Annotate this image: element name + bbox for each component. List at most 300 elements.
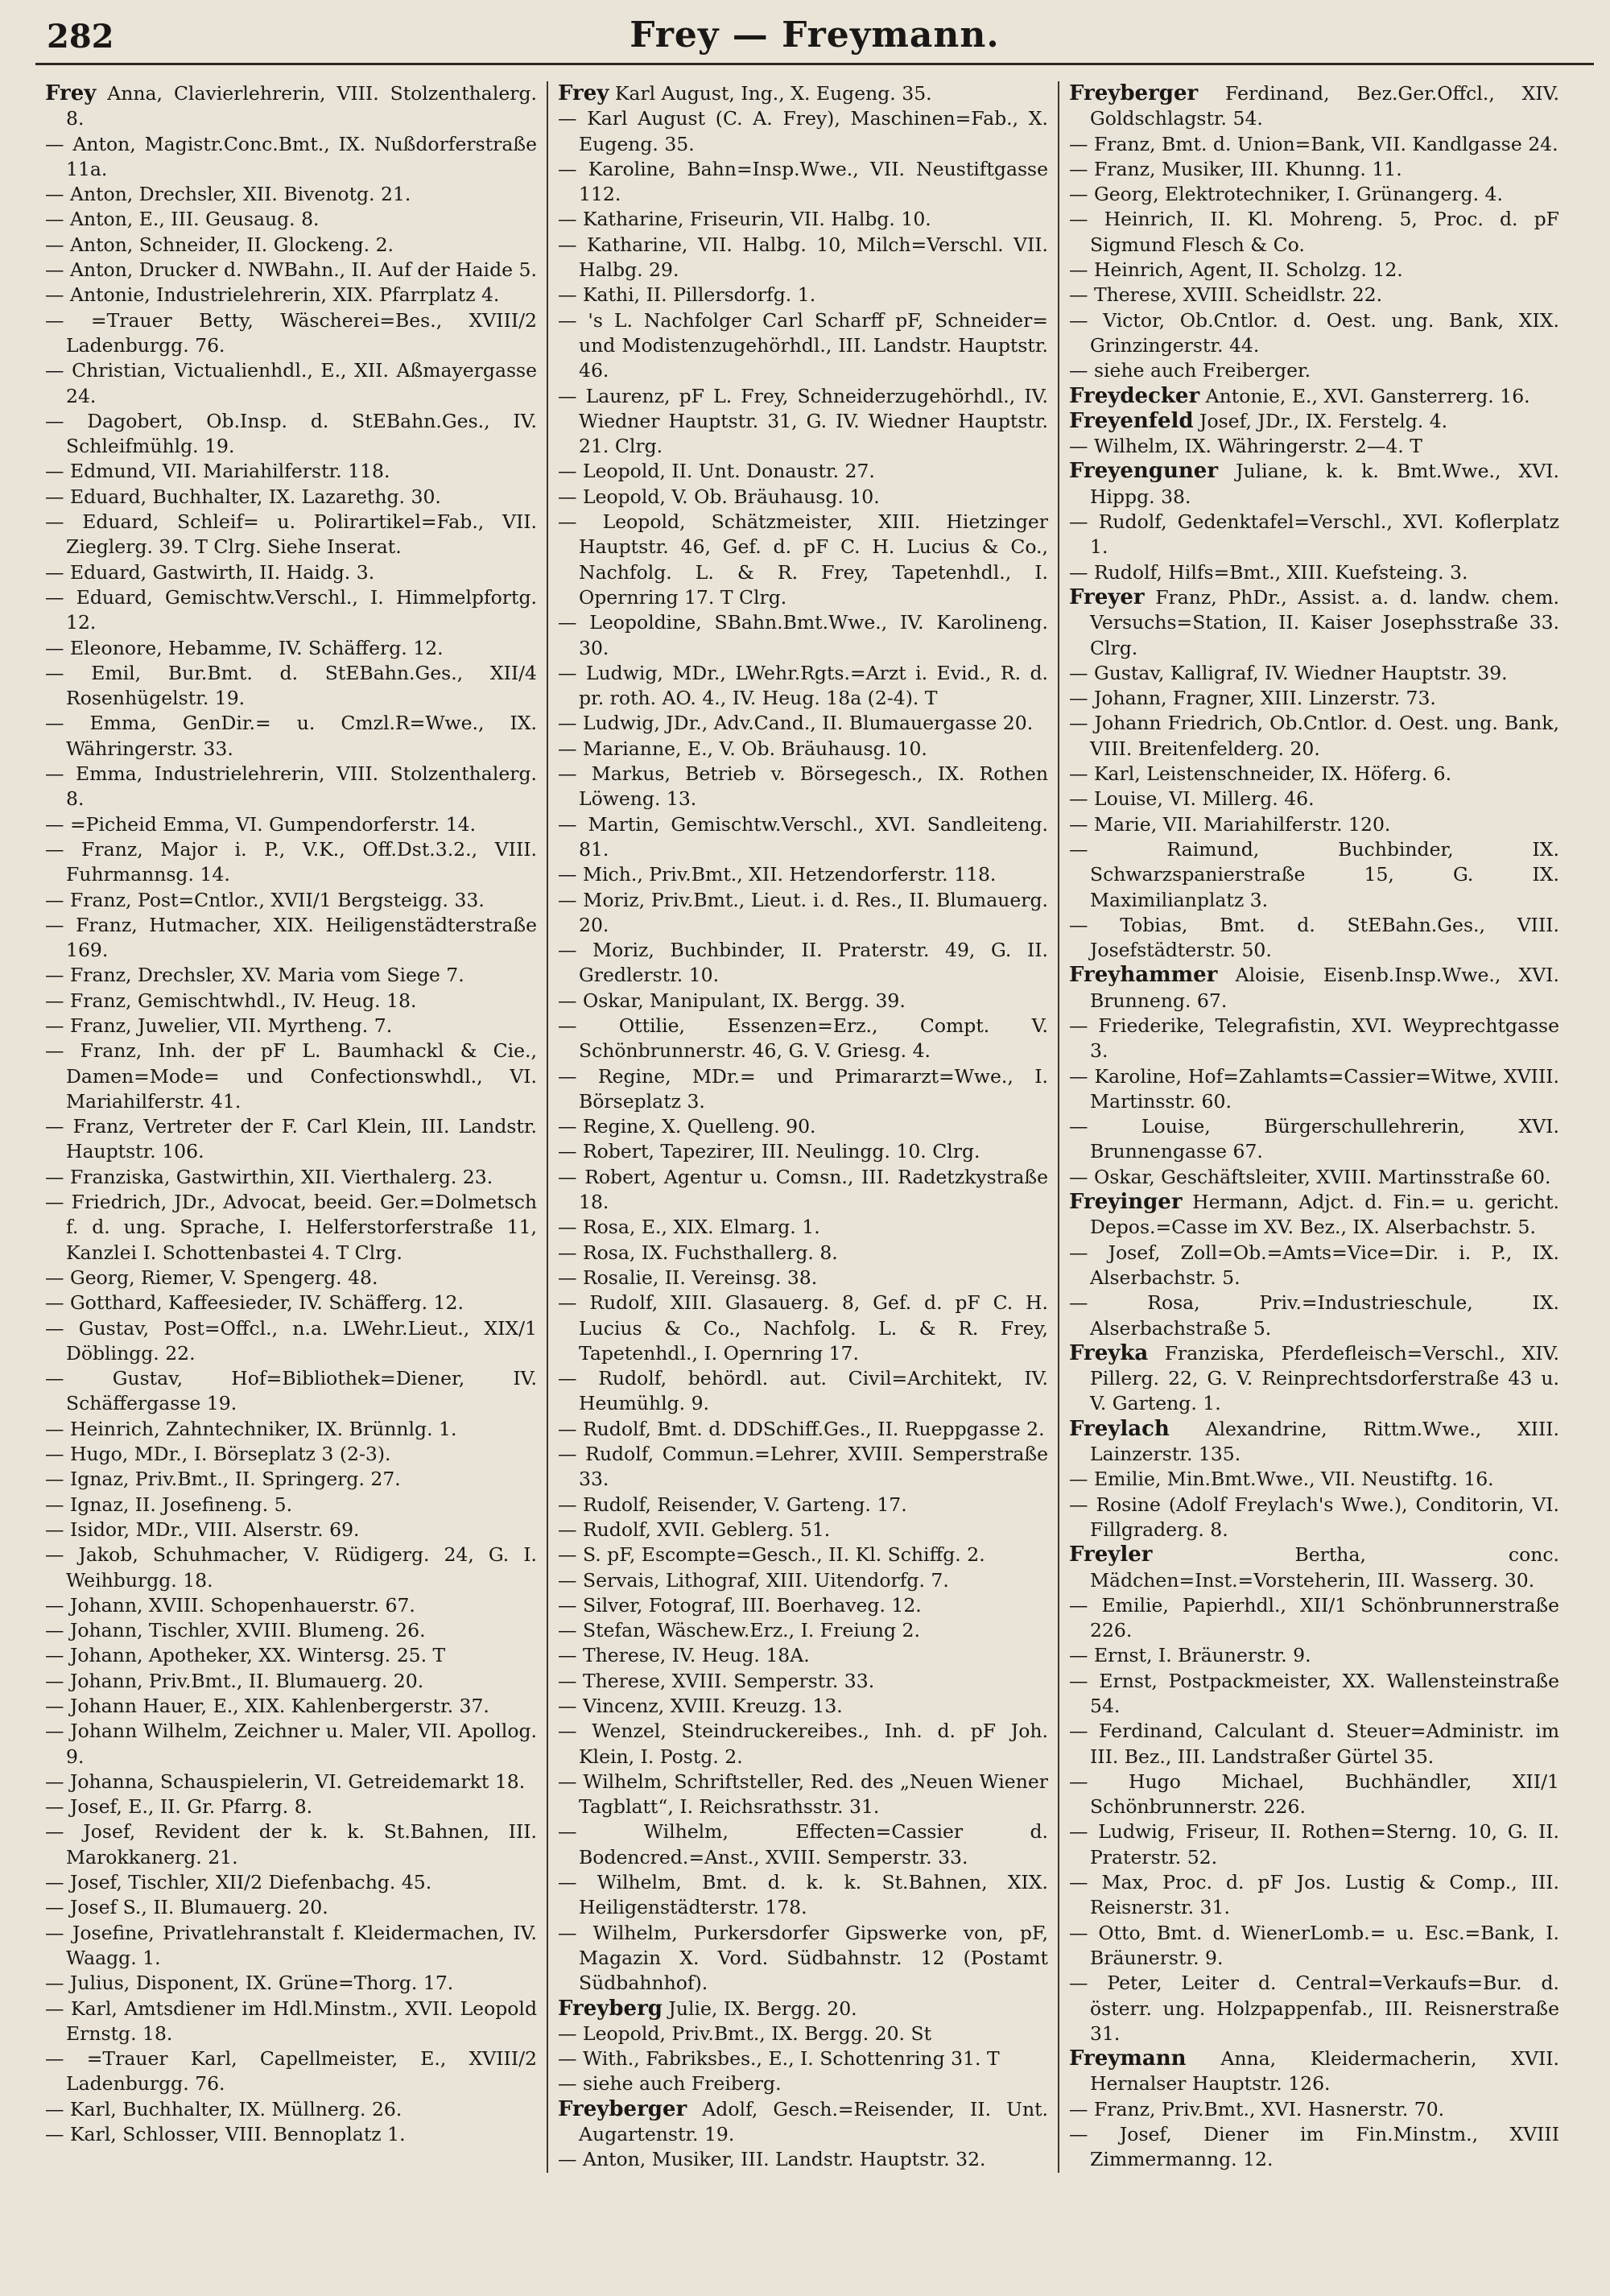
directory-entry [45, 636, 537, 661]
directory-entry [1069, 711, 1559, 762]
directory-entry [45, 585, 537, 636]
directory-entry [1069, 1971, 1559, 2046]
directory-entry [45, 207, 537, 232]
entry-text: Anna, Clavierlehrerin, VIII. Stolzenthalerg. 8. [66, 82, 537, 130]
directory-entry [45, 1669, 537, 1694]
directory-entry [1069, 207, 1559, 258]
entry-text: — Gotthard, Kaffeesieder, IV. Schäfferg. 12. [45, 1291, 464, 1315]
directory-entry [45, 837, 537, 888]
entry-text: — Laurenz, pF L. Frey, Schneiderzugehörhdl., IV. Wiedner Hauptstr. 31, G. IV. Wiedner Hauptstr. 21. Clrg. [558, 384, 1048, 458]
entry-text: — Victor, Ob.Cntlor. d. Oest. ung. Bank, XIX. Grinzingerstr. 44. [1069, 308, 1559, 357]
entry-text: — siehe auch Freiberger. [1069, 359, 1311, 382]
entry-text: — Vincenz, XVIII. Kreuzg. 13. [558, 1695, 843, 1717]
directory-entry [45, 2097, 537, 2122]
directory-entry [558, 1568, 1048, 1593]
directory-entry [558, 1870, 1048, 1921]
entry-text: — Therese, IV. Heug. 18A. [558, 1644, 810, 1667]
entry-text: — Jakob, Schuhmacher, V. Rüdigerg. 24, G. I. Weihburgg. 18. [45, 1543, 537, 1592]
directory-entry [45, 308, 537, 359]
directory-entry [1069, 132, 1559, 157]
directory-entry [558, 1064, 1048, 1115]
directory-entry [45, 888, 537, 913]
directory-entry [558, 1518, 1048, 1542]
entry-text: — Isidor, MDr., VIII. Alserstr. 69. [45, 1518, 360, 1541]
directory-entry [1069, 963, 1559, 1014]
directory-entry [558, 610, 1048, 661]
directory-entry [558, 283, 1048, 308]
directory-entry [558, 384, 1048, 460]
entry-text: — Josef, Tischler, XII/2 Diefenbachg. 45. [45, 1871, 432, 1894]
directory-entry [45, 182, 537, 207]
directory-entry [45, 510, 537, 560]
entry-text: — Franz, Inh. der pF L. Baumhackl & Cie., Damen=Mode= und Confectionswhdl., VI. Mariahilferstr. 41. [45, 1039, 537, 1113]
directory-entry [1069, 510, 1559, 560]
column-middle [547, 81, 1058, 2173]
entry-text: — Rosa, Priv.=Industrieschule, IX. Alserbachstraße 5. [1069, 1291, 1559, 1340]
directory-entry [1069, 661, 1559, 686]
directory-entry [45, 2046, 537, 2097]
directory-entry [45, 1719, 537, 1769]
directory-entry [558, 207, 1048, 232]
column-left [35, 81, 547, 2173]
entry-text: — Ferdinand, Calculant d. Steuer=Administr. im III. Bez., III. Landstraßer Gürtel 35. [1069, 1720, 1559, 1768]
entry-text: — Christian, Victualienhdl., E., XII. Aßmayergasse 24. [45, 359, 537, 407]
entry-text: — 's L. Nachfolger Carl Scharff pF, Schneider= und Modistenzugehörhdl., III. Landstr. Hauptstr. 46. [558, 308, 1048, 382]
directory-entry [558, 888, 1048, 939]
entry-text: — Therese, XVIII. Scheidlstr. 22. [1069, 283, 1383, 307]
directory-entry [1069, 812, 1559, 837]
entry-text: — S. pF, Escompte=Gesch., II. Kl. Schiffg. 2. [558, 1543, 985, 1567]
directory-entry [1069, 1417, 1559, 1468]
directory-entry [1069, 1719, 1559, 1769]
directory-entry [1069, 686, 1559, 711]
directory-entry [558, 1542, 1048, 1567]
directory-entry [45, 1694, 537, 1719]
directory-entry [558, 711, 1048, 736]
directory-entry [1069, 1819, 1559, 1870]
directory-entry [1069, 1593, 1559, 1644]
directory-entry [558, 2147, 1048, 2172]
directory-entry [45, 1895, 537, 1920]
entry-text: Antonie, E., XVI. Gansterrerg. 16. [1199, 384, 1530, 407]
entry-text: — Rosa, E., XIX. Elmarg. 1. [558, 1216, 820, 1239]
entry-surname: Freyberger [1069, 81, 1199, 105]
directory-entry [45, 1290, 537, 1315]
directory-entry [45, 1366, 537, 1417]
directory-entry [45, 358, 537, 409]
entry-text: — Kathi, II. Pillersdorfg. 1. [558, 283, 816, 307]
directory-entry [558, 812, 1048, 863]
entry-text: — Wilhelm, Purkersdorfer Gipswerke von, pF, Magazin X. Vord. Südbahnstr. 12 (Postamt Südbahnhof). [558, 1921, 1048, 1995]
entry-text: — Stefan, Wäschew.Erz., I. Freiung 2. [558, 1619, 920, 1642]
entry-text: — Franziska, Gastwirthin, XII. Vierthalerg. 23. [45, 1165, 493, 1188]
directory-entry [1069, 560, 1559, 585]
entry-text: — Martin, Gemischtw.Verschl., XVI. Sandleiteng. 81. [558, 812, 1048, 861]
entry-text: — Emilie, Papierhdl., XII/1 Schönbrunnerstraße 226. [1069, 1593, 1559, 1642]
directory-entry [558, 1165, 1048, 1216]
directory-entry [45, 1467, 537, 1492]
entry-text: — Anton, E., III. Geusaug. 8. [45, 208, 320, 231]
entry-text: Karl August, Ing., X. Eugeng. 35. [609, 82, 932, 105]
directory-entry [45, 1114, 537, 1165]
directory-entry [1069, 1643, 1559, 1668]
entry-text: — Tobias, Bmt. d. StEBahn.Ges., VIII. Josefstädterstr. 50. [1069, 913, 1559, 962]
directory-entry [1069, 459, 1559, 510]
page-number: 282 [47, 18, 114, 56]
entry-text: — Gustav, Hof=Bibliothek=Diener, IV. Schäffergasse 19. [45, 1367, 537, 1415]
directory-entry [558, 661, 1048, 712]
directory-entry [45, 1493, 537, 1518]
directory-entry [1069, 2122, 1559, 2173]
entry-text: — Dagobert, Ob.Insp. d. StEBahn.Ges., IV. Schleifmühlg. 19. [45, 409, 537, 458]
entry-text: — Leopold, II. Unt. Donaustr. 27. [558, 460, 875, 483]
entry-text: — Ernst, I. Bräunerstr. 9. [1069, 1644, 1311, 1667]
entry-text: — Karl, Leistenschneider, IX. Höferg. 6. [1069, 762, 1452, 786]
column-right [1058, 81, 1569, 2173]
entry-text: — Servais, Lithograf, XIII. Uitendorfg. 7. [558, 1568, 949, 1592]
directory-entry [45, 711, 537, 762]
entry-surname: Freyenguner [1069, 459, 1219, 484]
entry-text: — With., Fabriksbes., E., I. Schottenring 31. T [558, 2047, 1000, 2071]
directory-entry [1069, 358, 1559, 383]
entry-text: — Johann Hauer, E., XIX. Kahlenbergerstr. 37. [45, 1695, 489, 1717]
entry-text: — Johann Wilhelm, Zeichner u. Maler, VII. Apollog. 9. [45, 1720, 537, 1768]
entry-text: — Rosa, IX. Fuchsthallerg. 8. [558, 1241, 838, 1264]
directory-entry [45, 1039, 537, 1114]
directory-entry [558, 157, 1048, 208]
directory-entry [558, 1417, 1048, 1442]
directory-entry [558, 1669, 1048, 1694]
entry-text: — Ignaz, Priv.Bmt., II. Springerg. 27. [45, 1468, 401, 1491]
entry-surname: Freyler [1069, 1542, 1153, 1567]
directory-entry [1069, 258, 1559, 283]
entry-text: — Robert, Tapezirer, III. Neulingg. 10. Clrg. [558, 1140, 980, 1163]
entry-text: — Regine, X. Quelleng. 90. [558, 1115, 816, 1138]
entry-text: — siehe auch Freiberg. [558, 2072, 782, 2096]
entry-surname: Freyberger [558, 2096, 687, 2121]
entry-text: — Rudolf, Reisender, V. Garteng. 17. [558, 1493, 907, 1516]
entry-surname: Freyer [1069, 584, 1145, 609]
directory-entry [45, 258, 537, 283]
entry-text: — Karoline, Bahn=Insp.Wwe., VII. Neustiftgasse 112. [558, 157, 1048, 206]
entry-text: — Rudolf, XIII. Glasauerg. 8, Gef. d. pF C. H. Lucius & Co., Nachfolg. L. & R. Frey, Tapetenhdl., I. Opernring 17. [558, 1291, 1048, 1365]
entry-text: — Emil, Bur.Bmt. d. StEBahn.Ges., XII/4 Rosenhügelstr. 19. [45, 661, 537, 710]
entry-text: — Wenzel, Steindruckereibes., Inh. d. pF Joh. Klein, I. Postg. 2. [558, 1720, 1048, 1768]
directory-entry [45, 283, 537, 308]
directory-entry [558, 1921, 1048, 1997]
directory-entry [1069, 1467, 1559, 1492]
entry-text: — Ernst, Postpackmeister, XX. Wallensteinstraße 54. [1069, 1669, 1559, 1717]
entry-text: — Marie, VII. Mariahilferstr. 120. [1069, 812, 1391, 836]
entry-text: — Karoline, Hof=Zahlamts=Cassier=Witwe, XVIII. Martinsstr. 60. [1069, 1064, 1559, 1113]
entry-text: — Johann, XVIII. Schopenhauerstr. 67. [45, 1593, 415, 1617]
directory-entry [45, 1014, 537, 1039]
entry-surname: Freyhammer [1069, 963, 1218, 988]
directory-entry [45, 963, 537, 988]
directory-entry [558, 1618, 1048, 1643]
entry-text: — Karl, Amtsdiener im Hdl.Minstm., XVII. Leopold Ernstg. 18. [45, 1997, 537, 2045]
directory-entry [45, 81, 537, 132]
directory-entry [558, 2071, 1048, 2096]
directory-entry [45, 459, 537, 484]
directory-entry [1069, 2097, 1559, 2122]
directory-entry [45, 812, 537, 837]
directory-entry [45, 1997, 537, 2047]
directory-entry [1069, 1114, 1559, 1165]
directory-entry [45, 1266, 537, 1290]
entry-text: — Marianne, E., V. Ob. Bräuhausg. 10. [558, 737, 927, 760]
directory-entry [1069, 1870, 1559, 1921]
directory-entry [558, 1593, 1048, 1618]
directory-entry [45, 1593, 537, 1618]
entry-text: — Louise, Bürgerschullehrerin, XVI. Brunnengasse 67. [1069, 1115, 1559, 1163]
directory-entry [1069, 913, 1559, 964]
entry-text: — Emma, GenDir.= u. Cmzl.R=Wwe., IX. Währingerstr. 33. [45, 712, 537, 760]
entry-text: Franziska, Pferdefleisch=Verschl., XIV. Pillerg. 22, G. V. Reinprechtsdorferstraße 43 u. V. Garteng. 1. [1090, 1341, 1559, 1415]
entry-text: — Friederike, Telegrafistin, XVI. Weyprechtgasse 3. [1069, 1014, 1559, 1063]
directory-entry [558, 1819, 1048, 1870]
entry-text: Anna, Kleidermacherin, XVII. Hernalser Hauptstr. 126. [1090, 2047, 1559, 2096]
directory-entry [558, 106, 1048, 157]
entry-text: — Johann, Priv.Bmt., II. Blumauerg. 20. [45, 1669, 424, 1692]
entry-text: — Emilie, Min.Bmt.Wwe., VII. Neustiftg. 16. [1069, 1468, 1494, 1491]
entry-text: Julie, IX. Bergg. 20. [662, 1997, 857, 2020]
directory-entry [1069, 1769, 1559, 1820]
directory-entry [45, 2122, 537, 2147]
entry-text: — Rudolf, Bmt. d. DDSchiff.Ges., II. Rueppgasse 2. [558, 1417, 1045, 1440]
directory-entry [1069, 2046, 1559, 2097]
entry-text: — Anton, Musiker, III. Landstr. Hauptstr. 32. [558, 2148, 986, 2171]
entry-text: — Franz, Post=Cntlor., XVII/1 Bergsteigg. 33. [45, 888, 485, 911]
directory-entry [45, 1618, 537, 1643]
entry-text: — Anton, Drechsler, XII. Bivenotg. 21. [45, 183, 411, 206]
directory-entry [558, 1290, 1048, 1366]
directory-entry [45, 1518, 537, 1542]
entry-text: Josef, JDr., IX. Ferstelg. 4. [1193, 409, 1448, 432]
entry-text: — Friedrich, JDr., Advocat, beeid. Ger.=Dolmetsch f. d. ung. Sprache, I. Helferstorferstraße 11, Kanzlei I. Schottenbastei 4. T Clrg. [45, 1191, 537, 1264]
entry-text: — Moriz, Priv.Bmt., Lieut. i. d. Res., II. Blumauerg. 20. [558, 888, 1048, 936]
directory-entry [45, 485, 537, 510]
entry-text: — Josef, E., II. Gr. Pfarrg. 8. [45, 1795, 313, 1819]
entry-text: — Katharine, Friseurin, VII. Halbg. 10. [558, 208, 931, 231]
entry-surname: Frey [45, 81, 97, 105]
entry-text: — Eduard, Schleif= u. Polirartikel=Fab., VII. Zieglerg. 39. T Clrg. Siehe Inserat. [45, 510, 537, 559]
entry-text: — Robert, Agentur u. Comsn., III. Radetzkystraße 18. [558, 1165, 1048, 1214]
entry-text: — Wilhelm, IX. Währingerstr. 2—4. T [1069, 435, 1422, 458]
entry-text: Ferdinand, Bez.Ger.Offcl., XIV. Goldschlagstr. 54. [1090, 82, 1559, 130]
entry-text: — Josefine, Privatlehranstalt f. Kleidermachen, IV. Waagg. 1. [45, 1921, 537, 1969]
directory-entry [558, 81, 1048, 106]
directory-entry [558, 2021, 1048, 2046]
entry-text: — Rudolf, Commun.=Lehrer, XVIII. Semperstraße 33. [558, 1443, 1048, 1491]
page-header [35, 14, 1594, 65]
entry-text: — Raimund, Buchbinder, IX. Schwarzspanierstraße 15, G. IX. Maximilianplatz 3. [1069, 837, 1559, 911]
directory-entry [1069, 409, 1559, 434]
directory-entry [558, 1014, 1048, 1064]
entry-text: — Ignaz, II. Josefineng. 5. [45, 1493, 293, 1516]
directory-entry [45, 762, 537, 812]
entry-text: — Ludwig, JDr., Adv.Cand., II. Blumauergasse 20. [558, 712, 1034, 735]
entry-text: — Wilhelm, Schriftsteller, Red. des „Neuen Wiener Tagblatt“, I. Reichsrathsstr. 31. [558, 1769, 1048, 1819]
entry-text: — Gustav, Post=Offcl., n.a. LWehr.Lieut., XIX/1 Döblingg. 22. [45, 1316, 537, 1365]
directory-entry [558, 1215, 1048, 1240]
entry-text: — Karl, Buchhalter, IX. Müllnerg. 26. [45, 2097, 402, 2120]
entry-text: — Anton, Magistr.Conc.Bmt., IX. Nußdorferstraße 11a. [45, 132, 537, 180]
directory-entry [45, 1921, 537, 1972]
entry-surname: Freyenfeld [1069, 408, 1194, 433]
entry-text: — Franz, Gemischtwhdl., IV. Heug. 18. [45, 989, 417, 1012]
entry-text: Franz, PhDr., Assist. a. d. landw. chem. Versuchs=Station, II. Kaiser Josephsstraße 33. Clrg. [1090, 585, 1559, 659]
directory-entry [1069, 157, 1559, 182]
directory-entry [1069, 762, 1559, 787]
entry-text: — Eduard, Buchhalter, IX. Lazarethg. 30. [45, 485, 441, 508]
entry-text: — Josef, Diener im Fin.Minstm., XVIII Zimmermanng. 12. [1069, 2123, 1559, 2171]
directory-entry [1069, 1064, 1559, 1115]
entry-text: — Johanna, Schauspielerin, VI. Getreidemarkt 18. [45, 1769, 526, 1793]
entry-text: — Franz, Major i. P., V.K., Off.Dst.3.2., VIII. Fuhrmannsg. 14. [45, 837, 537, 886]
entry-text: — Karl August (C. A. Frey), Maschinen=Fab., X. Eugeng. 35. [558, 107, 1048, 155]
directory-entry [1069, 434, 1559, 459]
directory-entry [45, 1190, 537, 1266]
directory-entry [558, 737, 1048, 762]
directory-entry [1069, 837, 1559, 913]
directory-entry [558, 2046, 1048, 2071]
entry-text: — Anton, Drucker d. NWBahn., II. Auf der Haide 5. [45, 258, 537, 282]
entry-text: — Mich., Priv.Bmt., XII. Hetzendorferstr. 118. [558, 863, 997, 886]
entry-text: — Johann, Fragner, XIII. Linzerstr. 73. [1069, 687, 1436, 710]
directory-entry [45, 661, 537, 712]
directory-columns [35, 81, 1594, 2173]
entry-text: — Louise, VI. Millerg. 46. [1069, 787, 1315, 811]
directory-entry [45, 1417, 537, 1442]
entry-text: — Ottilie, Essenzen=Erz., Compt. V. Schönbrunnerstr. 46, G. V. Griesg. 4. [558, 1014, 1048, 1063]
directory-entry [1069, 1341, 1559, 1417]
entry-text: — Leopold, V. Ob. Bräuhausg. 10. [558, 485, 880, 508]
entry-text: — Rudolf, Gedenktafel=Verschl., XVI. Koflerplatz 1. [1069, 510, 1559, 559]
entry-text: — =Trauer Karl, Capellmeister, E., XVIII/2 Ladenburgg. 76. [45, 2047, 537, 2096]
entry-text: — Regine, MDr.= und Primararzt=Wwe., I. Börseplatz 3. [558, 1064, 1048, 1113]
entry-text: — =Picheid Emma, VI. Gumpendorferstr. 14. [45, 812, 477, 836]
entry-text: — Ludwig, MDr., LWehr.Rgts.=Arzt i. Evid., R. d. pr. roth. AO. 4., IV. Heug. 18a (2-4). T [558, 661, 1048, 710]
entry-text: — Max, Proc. d. pF Jos. Lustig & Comp., III. Reisnerstr. 31. [1069, 1871, 1559, 1919]
directory-entry [558, 762, 1048, 812]
entry-text: — =Trauer Betty, Wäscherei=Bes., XVIII/2 Ladenburgg. 76. [45, 308, 537, 357]
entry-text: — Johann, Tischler, XVIII. Blumeng. 26. [45, 1619, 426, 1642]
directory-entry [558, 989, 1048, 1014]
directory-entry [558, 862, 1048, 887]
directory-entry [1069, 787, 1559, 811]
entry-text: — Rudolf, Hilfs=Bmt., XIII. Kuefsteing. 3. [1069, 560, 1468, 584]
entry-text: — Heinrich, II. Kl. Mohreng. 5, Proc. d. pF Sigmund Flesch & Co. [1069, 208, 1559, 256]
directory-entry [558, 1694, 1048, 1719]
entry-text: Hermann, Adjct. d. Fin.= u. gericht. Depos.=Casse im XV. Bez., IX. Alserbachstr. 5. [1090, 1191, 1559, 1239]
entry-text: — Moriz, Buchbinder, II. Praterstr. 49, G. II. Gredlerstr. 10. [558, 939, 1048, 987]
directory-entry [45, 1971, 537, 1996]
entry-text: — Johann Friedrich, Ob.Cntlor. d. Oest. ung. Bank, VIII. Breitenfelderg. 20. [1069, 712, 1559, 760]
entry-text: — Anton, Schneider, II. Glockeng. 2. [45, 233, 394, 256]
entry-text: — Oskar, Manipulant, IX. Bergg. 39. [558, 989, 906, 1012]
entry-text: — Hugo, MDr., I. Börseplatz 3 (2-3). [45, 1443, 391, 1466]
directory-entry [1069, 384, 1559, 409]
entry-text: — Johann, Apotheker, XX. Wintersg. 25. T [45, 1644, 446, 1667]
directory-entry [1069, 182, 1559, 207]
entry-text: — Katharine, VII. Halbg. 10, Milch=Verschl. VII. Halbg. 29. [558, 233, 1048, 282]
directory-entry [558, 1241, 1048, 1266]
entry-text: — Franz, Musiker, III. Khunng. 11. [1069, 157, 1402, 180]
directory-entry [1069, 1290, 1559, 1341]
directory-entry [1069, 1241, 1559, 1291]
directory-entry [45, 132, 537, 183]
entry-text: — Heinrich, Zahntechniker, IX. Brünnlg. 1. [45, 1417, 457, 1440]
entry-text: — Leopoldine, SBahn.Bmt.Wwe., IV. Karolineng. 30. [558, 611, 1048, 659]
directory-entry [558, 938, 1048, 989]
directory-entry [558, 1493, 1048, 1518]
entry-text: Aloisie, Eisenb.Insp.Wwe., XVI. Brunneng. 67. [1090, 964, 1559, 1012]
directory-entry [45, 1870, 537, 1895]
directory-entry [45, 409, 537, 460]
entry-text: — Georg, Riemer, V. Spengerg. 48. [45, 1266, 378, 1289]
directory-entry [45, 1442, 537, 1467]
entry-text: — Rudolf, behördl. aut. Civil=Architekt, IV. Heumühlg. 9. [558, 1367, 1048, 1415]
entry-text: — Franz, Priv.Bmt., XVI. Hasnerstr. 70. [1069, 2097, 1445, 2120]
directory-entry [558, 1643, 1048, 1668]
entry-text: Alexandrine, Rittm.Wwe., XIII. Lainzerstr. 135. [1090, 1417, 1559, 1466]
entry-text: — Emma, Industrielehrerin, VIII. Stolzenthalerg. 8. [45, 762, 537, 811]
directory-entry [45, 1819, 537, 1870]
entry-text: — Markus, Betrieb v. Börsegesch., IX. Rothen Löweng. 13. [558, 762, 1048, 811]
directory-entry [45, 1542, 537, 1593]
entry-text: — Ludwig, Friseur, II. Rothen=Sterng. 10, G. II. Praterstr. 52. [1069, 1820, 1559, 1869]
entry-text: — Silver, Fotograf, III. Boerhaveg. 12. [558, 1593, 922, 1617]
entry-surname: Freyberg [558, 1996, 663, 2021]
directory-entry [558, 1366, 1048, 1417]
directory-entry [1069, 283, 1559, 308]
entry-text: — Josef, Revident der k. k. St.Bahnen, III. Marokkanerg. 21. [45, 1820, 537, 1869]
entry-text: — Otto, Bmt. d. WienerLomb.= u. Esc.=Bank, I. Bräunerstr. 9. [1069, 1921, 1559, 1969]
entry-text: — Josef, Zoll=Ob.=Amts=Vice=Dir. i. P., IX. Alserbachstr. 5. [1069, 1241, 1559, 1289]
entry-text: — Franz, Hutmacher, XIX. Heiligenstädterstraße 169. [45, 913, 537, 962]
entry-text: — Eduard, Gemischtw.Verschl., I. Himmelpfortg. 12. [45, 585, 537, 634]
entry-text: — Heinrich, Agent, II. Scholzg. 12. [1069, 258, 1403, 282]
directory-entry [1069, 1165, 1559, 1190]
directory-entry [558, 2097, 1048, 2148]
directory-entry [1069, 1921, 1559, 1972]
entry-text: — Eleonore, Hebamme, IV. Schäfferg. 12. [45, 636, 444, 659]
directory-entry [1069, 1542, 1559, 1593]
directory-entry [45, 560, 537, 585]
directory-entry [558, 1442, 1048, 1493]
entry-text: — Franz, Drechsler, XV. Maria vom Siege 7. [45, 964, 464, 987]
entry-text: — Julius, Disponent, IX. Grüne=Thorg. 17. [45, 1972, 454, 1995]
entry-text: Adolf, Gesch.=Reisender, II. Unt. Augartenstr. 19. [579, 2097, 1048, 2146]
entry-text: — Karl, Schlosser, VIII. Bennoplatz 1. [45, 2123, 406, 2146]
entry-text: — Hugo Michael, Buchhändler, XII/1 Schönbrunnerstr. 226. [1069, 1769, 1559, 1819]
directory-entry [1069, 1493, 1559, 1543]
directory-entry [45, 1316, 537, 1367]
entry-text: — Peter, Leiter d. Central=Verkaufs=Bur. d. österr. ung. Holzpappenfab., III. Reisnerstraße 31. [1069, 1972, 1559, 2045]
entry-text: — Franz, Juwelier, VII. Myrtheng. 7. [45, 1014, 393, 1037]
directory-entry [1069, 1190, 1559, 1241]
entry-surname: Freydecker [1069, 383, 1200, 408]
directory-entry [558, 485, 1048, 510]
directory-entry [558, 1139, 1048, 1164]
directory-entry [558, 233, 1048, 283]
entry-text: — Rosine (Adolf Freylach's Wwe.), Conditorin, VI. Fillgraderg. 8. [1069, 1493, 1559, 1541]
directory-entry [1069, 1014, 1559, 1064]
entry-text: — Leopold, Priv.Bmt., IX. Bergg. 20. St [558, 2021, 932, 2045]
entry-text: Juliane, k. k. Bmt.Wwe., XVI. Hippg. 38. [1090, 460, 1559, 508]
directory-entry [1069, 81, 1559, 132]
